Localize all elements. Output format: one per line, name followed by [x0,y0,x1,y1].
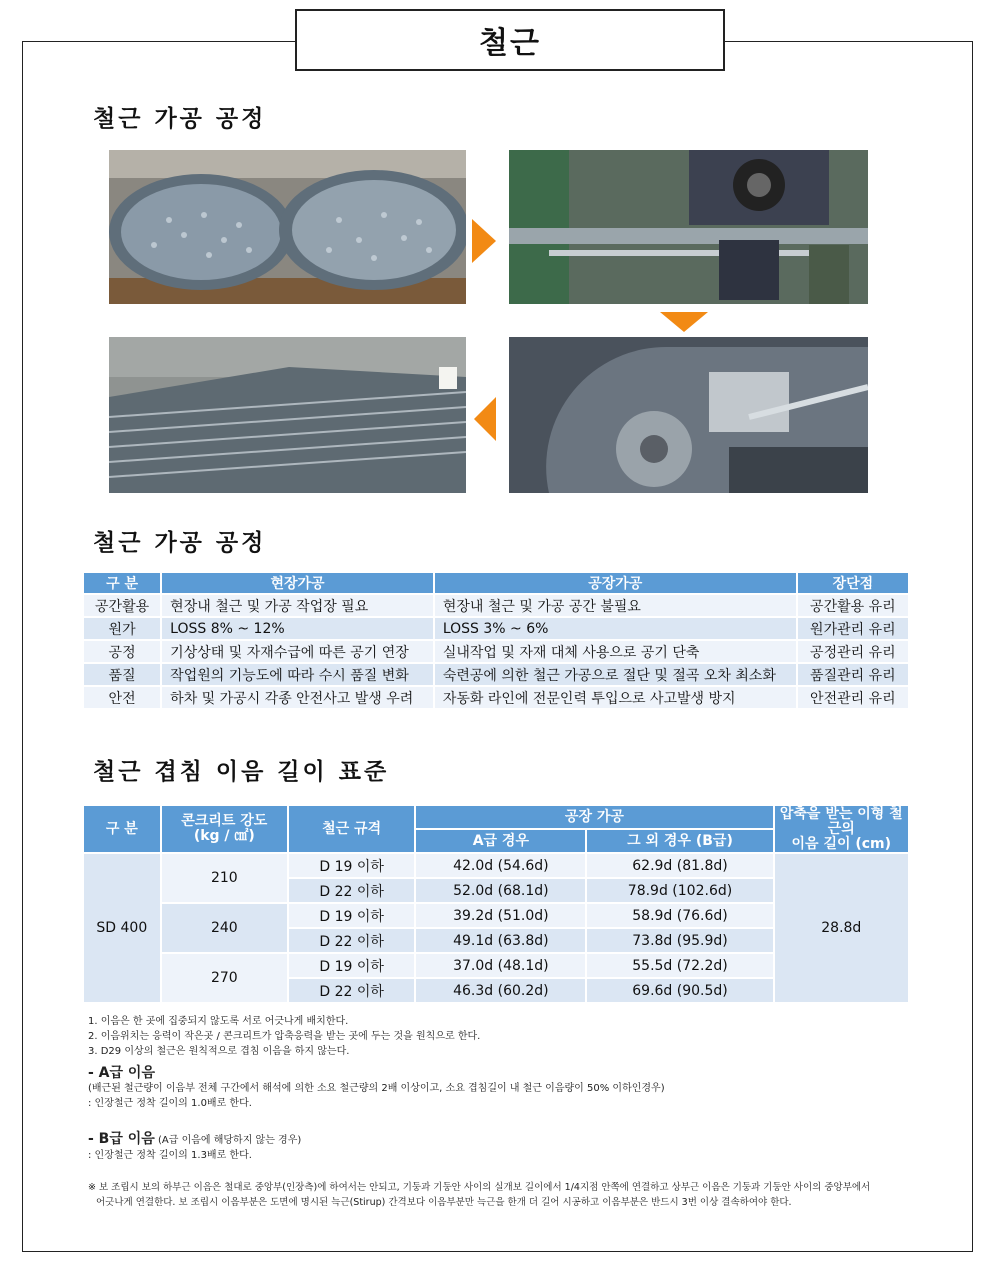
strength-cell: 210 [162,854,287,902]
section-heading-lap-length: 철근 겹침 이음 길이 표준 [93,759,390,785]
header-rebar-spec: 철근 규격 [289,806,414,852]
table-cell: 안전관리 유리 [798,687,908,708]
spec-cell: D 22 이하 [289,979,414,1002]
remark-notes [88,1180,928,1210]
header-b-grade: 그 외 경우 (B급) [587,830,772,852]
header-a-grade: A급 경우 [416,830,585,852]
a-grade-cell: 42.0d (54.6d) [416,854,585,877]
table-cell: 안전 [84,687,160,708]
table-cell: 현장내 철근 및 가공 공간 불필요 [435,595,796,616]
comparison-table [82,571,910,710]
b-grade-subtitle: (A급 이음에 해당하지 않는 경우) [158,1135,302,1146]
b-grade-title: - B급 이음 [88,1131,155,1147]
table-cell: 품질 [84,664,160,685]
grade-cell: SD 400 [84,854,160,1002]
arrow-left-icon [474,397,496,445]
processed-rebar-photo [109,337,466,493]
table-cell: 공정 [84,641,160,662]
spec-cell: D 22 이하 [289,929,414,952]
table-cell: LOSS 3% ~ 6% [435,618,796,639]
note-item: 2. 이음위치는 응력이 작은곳 / 콘크리트가 압축응력을 받는 곳에 두는 것을 원칙으로 한다. [88,1031,481,1042]
table-cell: 현장내 철근 및 가공 작업장 필요 [162,595,433,616]
a-grade-title: - A급 이음 [88,1065,155,1081]
b-grade-notes [88,1132,301,1163]
b-grade-cell: 73.8d (95.9d) [587,929,772,952]
header-factory-processing: 공장 가공 [416,806,772,828]
header-compression-line-2: 이음 길이 (cm) [791,835,892,852]
numbered-notes [88,1014,480,1059]
table-header: 공장가공 [435,573,796,593]
spec-cell: D 19 이하 [289,904,414,927]
a-grade-rule: : 인장철근 정착 길이의 1.0배로 한다. [88,1098,252,1109]
table-cell: 작업원의 기능도에 따라 수시 품질 변화 [162,664,433,685]
table-row [84,687,908,708]
spec-cell: D 22 이하 [289,879,414,902]
table-cell: LOSS 8% ~ 12% [162,618,433,639]
table-header: 장단점 [798,573,908,593]
lap-length-table [82,804,910,1004]
arrow-down-icon [660,312,708,336]
table-cell: 실내작업 및 자재 대체 사용으로 공기 단축 [435,641,796,662]
table-cell: 공간활용 [84,595,160,616]
remark-line: 어긋나게 연결한다. 보 조립시 이음부분은 도면에 명시된 늑근(Stirup) 간격보다 이음부분만 늑근을 한개 더 길어 시공하고 이음부분은 반드시 3번 이상 결속하여야 한다. [96,1197,792,1208]
section-heading-process: 철근 가공 공정 [93,106,267,132]
a-grade-cell: 37.0d (48.1d) [416,954,585,977]
table-row [84,641,908,662]
page-title: 철근 [295,9,725,71]
b-grade-cell: 69.6d (90.5d) [587,979,772,1002]
table-header: 구 분 [84,573,160,593]
spec-cell: D 19 이하 [289,854,414,877]
note-item: 1. 이음은 한 곳에 집중되지 않도록 서로 어긋나게 배치한다. [88,1016,349,1027]
table-row [84,618,908,639]
header-strength-label: 콘크리트 강도 [181,813,268,829]
a-grade-cell: 49.1d (63.8d) [416,929,585,952]
table-cell: 숙련공에 의한 철근 가공으로 절단 및 절곡 오차 최소화 [435,664,796,685]
header-concrete-strength [162,806,287,852]
rebar-bundles-photo [109,150,466,304]
strength-cell: 270 [162,954,287,1002]
header-strength-unit: (kg / ㎠) [193,828,255,844]
table-cell: 품질관리 유리 [798,664,908,685]
a-grade-notes [88,1066,665,1111]
remark-line: ※ 보 조립시 보의 하부근 이음은 철대로 중앙부(인장측)에 하여서는 안되고, 기둥과 기둥안 사이의 실개보 길이에서 1/4지점 안쪽에 연결하고 상부근 이음은 기둥과 기둥안 사이의 중앙부에서 [88,1182,871,1193]
a-grade-cell: 46.3d (60.2d) [416,979,585,1002]
table-header: 현장가공 [162,573,433,593]
table-cell: 기상상태 및 자재수급에 따른 공기 연장 [162,641,433,662]
table-cell: 공정관리 유리 [798,641,908,662]
table-row [84,664,908,685]
b-grade-cell: 55.5d (72.2d) [587,954,772,977]
table-cell: 원가관리 유리 [798,618,908,639]
table-cell: 공간활용 유리 [798,595,908,616]
compression-value-cell: 28.8d [775,854,908,1002]
section-heading-comparison: 철근 가공 공정 [93,530,267,556]
arrow-right-icon [472,219,496,267]
strength-cell: 240 [162,904,287,952]
table-cell: 하차 및 가공시 각종 안전사고 발생 우려 [162,687,433,708]
spec-cell: D 19 이하 [289,954,414,977]
header-division: 구 분 [84,806,160,852]
b-grade-rule: : 인장철근 정착 길이의 1.3배로 한다. [88,1150,252,1161]
note-item: 3. D29 이상의 철근은 원칙적으로 겹침 이음을 하지 않는다. [88,1046,350,1057]
table-row [84,595,908,616]
b-grade-cell: 62.9d (81.8d) [587,854,772,877]
a-grade-description: (배근된 철근량이 이음부 전체 구간에서 해석에 의한 소요 철근량의 2배 이상이고, 소요 겹침길이 내 철근 이음량이 50% 이하인경우) [88,1083,665,1094]
a-grade-cell: 39.2d (51.0d) [416,904,585,927]
cutting-machine-photo [509,150,868,304]
table-cell: 자동화 라인에 전문인력 투입으로 사고발생 방지 [435,687,796,708]
header-compression-line-1: 압축을 받는 이형 철근의 [779,805,903,837]
table-row [84,854,908,877]
b-grade-cell: 58.9d (76.6d) [587,904,772,927]
a-grade-cell: 52.0d (68.1d) [416,879,585,902]
table-cell: 원가 [84,618,160,639]
b-grade-cell: 78.9d (102.6d) [587,879,772,902]
bending-machine-photo [509,337,868,493]
header-compression-lap [775,806,908,852]
